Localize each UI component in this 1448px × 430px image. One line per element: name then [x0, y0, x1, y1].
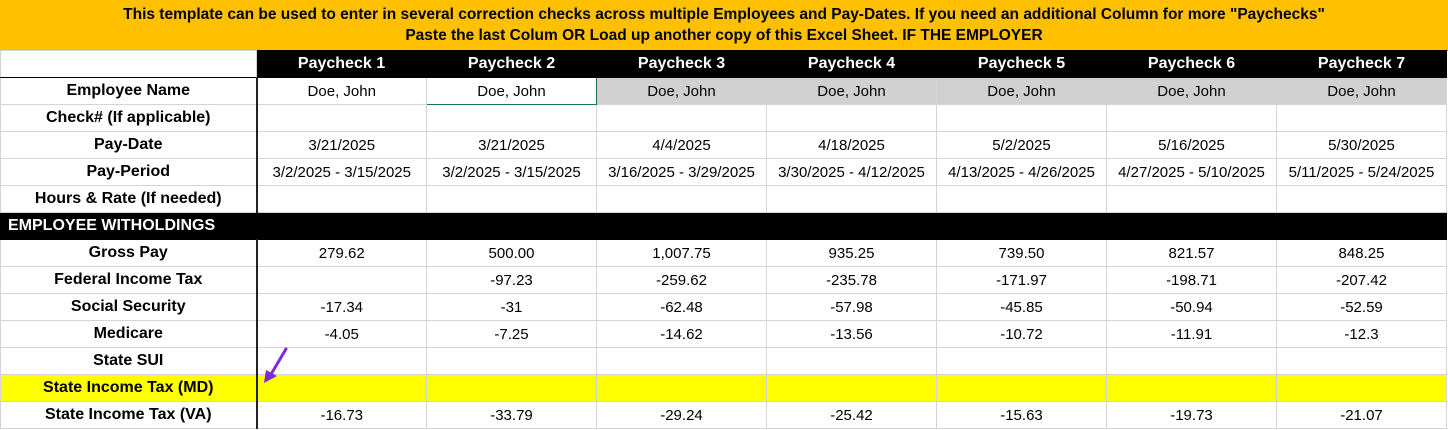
section-filler-cell[interactable]: [257, 213, 427, 240]
cell-medicare-paycheck-1[interactable]: -4.05: [257, 321, 427, 348]
cell-state-sui-paycheck-4[interactable]: [767, 348, 937, 375]
cell-federal-income-tax-paycheck-7[interactable]: -207.42: [1277, 267, 1447, 294]
row-federal-income-tax: [1, 267, 1447, 294]
row-label-medicare[interactable]: Medicare: [1, 321, 257, 348]
cell-gross-pay-paycheck-6[interactable]: 821.57: [1107, 240, 1277, 267]
cell-check-if-applicable-paycheck-5[interactable]: [937, 105, 1107, 132]
row-label-federal-income-tax[interactable]: Federal Income Tax: [1, 267, 257, 294]
cell-state-income-tax-md-paycheck-1[interactable]: [257, 375, 427, 402]
cell-state-income-tax-va-paycheck-3[interactable]: -29.24: [597, 402, 767, 429]
cell-hours-rate-if-needed-paycheck-6[interactable]: [1107, 186, 1277, 213]
cell-state-income-tax-va-paycheck-7[interactable]: -21.07: [1277, 402, 1447, 429]
cell-pay-date-paycheck-6[interactable]: 5/16/2025: [1107, 132, 1277, 159]
cell-medicare-paycheck-4[interactable]: -13.56: [767, 321, 937, 348]
cell-state-income-tax-va-paycheck-5[interactable]: -15.63: [937, 402, 1107, 429]
row-label-social-security[interactable]: Social Security: [1, 294, 257, 321]
cell-social-security-paycheck-3[interactable]: -62.48: [597, 294, 767, 321]
cell-state-income-tax-md-paycheck-2[interactable]: [427, 375, 597, 402]
cell-pay-date-paycheck-3[interactable]: 4/4/2025: [597, 132, 767, 159]
cell-pay-date-paycheck-4[interactable]: 4/18/2025: [767, 132, 937, 159]
cell-pay-period-paycheck-4[interactable]: 3/30/2025 - 4/12/2025: [767, 159, 937, 186]
row-label-state-sui[interactable]: State SUI: [1, 348, 257, 375]
cell-pay-date-paycheck-2[interactable]: 3/21/2025: [427, 132, 597, 159]
cell-state-income-tax-va-paycheck-2[interactable]: -33.79: [427, 402, 597, 429]
cell-state-income-tax-md-paycheck-7[interactable]: [1277, 375, 1447, 402]
column-header-paycheck-3[interactable]: Paycheck 3: [597, 51, 767, 78]
cell-federal-income-tax-paycheck-5[interactable]: -171.97: [937, 267, 1107, 294]
cell-federal-income-tax-paycheck-1[interactable]: [257, 267, 427, 294]
cell-social-security-paycheck-6[interactable]: -50.94: [1107, 294, 1277, 321]
cell-hours-rate-if-needed-paycheck-1[interactable]: [257, 186, 427, 213]
cell-employee-name-paycheck-6[interactable]: Doe, John: [1107, 78, 1277, 105]
cell-state-income-tax-va-paycheck-4[interactable]: -25.42: [767, 402, 937, 429]
header-row: [1, 51, 1447, 78]
cell-pay-period-paycheck-5[interactable]: 4/13/2025 - 4/26/2025: [937, 159, 1107, 186]
cell-hours-rate-if-needed-paycheck-2[interactable]: [427, 186, 597, 213]
cell-state-sui-paycheck-2[interactable]: [427, 348, 597, 375]
cell-pay-period-paycheck-3[interactable]: 3/16/2025 - 3/29/2025: [597, 159, 767, 186]
cell-state-sui-paycheck-5[interactable]: [937, 348, 1107, 375]
cell-pay-period-paycheck-6[interactable]: 4/27/2025 - 5/10/2025: [1107, 159, 1277, 186]
cell-social-security-paycheck-4[interactable]: -57.98: [767, 294, 937, 321]
cell-check-if-applicable-paycheck-1[interactable]: [257, 105, 427, 132]
cell-employee-name-paycheck-3[interactable]: Doe, John: [597, 78, 767, 105]
column-header-paycheck-7[interactable]: Paycheck 7: [1277, 51, 1447, 78]
cell-state-sui-paycheck-6[interactable]: [1107, 348, 1277, 375]
cell-gross-pay-paycheck-4[interactable]: 935.25: [767, 240, 937, 267]
cell-employee-name-paycheck-2[interactable]: Doe, John: [427, 78, 597, 105]
section-title[interactable]: EMPLOYEE WITHOLDINGS: [1, 213, 257, 240]
cell-gross-pay-paycheck-7[interactable]: 848.25: [1277, 240, 1447, 267]
cell-social-security-paycheck-7[interactable]: -52.59: [1277, 294, 1447, 321]
cell-hours-rate-if-needed-paycheck-7[interactable]: [1277, 186, 1447, 213]
row-employee-name: [1, 78, 1447, 105]
row-label-employee-name[interactable]: Employee Name: [1, 78, 257, 105]
header-corner-cell[interactable]: [1, 51, 257, 78]
row-label-pay-date[interactable]: Pay-Date: [1, 132, 257, 159]
row-state-sui: [1, 348, 1447, 375]
row-label-state-income-tax-md[interactable]: State Income Tax (MD): [1, 375, 257, 402]
cell-gross-pay-paycheck-5[interactable]: 739.50: [937, 240, 1107, 267]
cell-medicare-paycheck-3[interactable]: -14.62: [597, 321, 767, 348]
cell-federal-income-tax-paycheck-3[interactable]: -259.62: [597, 267, 767, 294]
row-label-state-income-tax-va[interactable]: State Income Tax (VA): [1, 402, 257, 429]
cell-check-if-applicable-paycheck-4[interactable]: [767, 105, 937, 132]
cell-employee-name-paycheck-5[interactable]: Doe, John: [937, 78, 1107, 105]
cell-state-income-tax-md-paycheck-5[interactable]: [937, 375, 1107, 402]
column-header-paycheck-6[interactable]: Paycheck 6: [1107, 51, 1277, 78]
cell-medicare-paycheck-6[interactable]: -11.91: [1107, 321, 1277, 348]
row-medicare: [1, 321, 1447, 348]
cell-hours-rate-if-needed-paycheck-3[interactable]: [597, 186, 767, 213]
cell-pay-period-paycheck-7[interactable]: 5/11/2025 - 5/24/2025: [1277, 159, 1447, 186]
row-hours-rate-if-needed: [1, 186, 1447, 213]
row-state-income-tax-md: [1, 375, 1447, 402]
cell-social-security-paycheck-1[interactable]: -17.34: [257, 294, 427, 321]
banner-line-1: This template can be used to enter in several correction checks across multiple Employees and Pay-Dates. If you need an additional Column for more "Paychecks": [123, 6, 1325, 23]
cell-state-income-tax-md-paycheck-3[interactable]: [597, 375, 767, 402]
column-header-paycheck-4[interactable]: Paycheck 4: [767, 51, 937, 78]
cell-social-security-paycheck-2[interactable]: -31: [427, 294, 597, 321]
cell-check-if-applicable-paycheck-2[interactable]: [427, 105, 597, 132]
section-filler-cell[interactable]: [767, 213, 937, 240]
cell-state-sui-paycheck-3[interactable]: [597, 348, 767, 375]
cell-state-income-tax-md-paycheck-4[interactable]: [767, 375, 937, 402]
row-gross-pay: [1, 240, 1447, 267]
cell-hours-rate-if-needed-paycheck-5[interactable]: [937, 186, 1107, 213]
cell-state-income-tax-va-paycheck-1[interactable]: -16.73: [257, 402, 427, 429]
banner-line-2: Paste the last Colum OR Load up another copy of this Excel Sheet. IF THE EMPLOYER: [405, 27, 1043, 44]
cell-federal-income-tax-paycheck-6[interactable]: -198.71: [1107, 267, 1277, 294]
cell-check-if-applicable-paycheck-6[interactable]: [1107, 105, 1277, 132]
cell-hours-rate-if-needed-paycheck-4[interactable]: [767, 186, 937, 213]
section-header-row: [1, 213, 1447, 240]
cell-pay-date-paycheck-1[interactable]: 3/21/2025: [257, 132, 427, 159]
cell-social-security-paycheck-5[interactable]: -45.85: [937, 294, 1107, 321]
cell-medicare-paycheck-2[interactable]: -7.25: [427, 321, 597, 348]
column-header-paycheck-2[interactable]: Paycheck 2: [427, 51, 597, 78]
row-pay-date: [1, 132, 1447, 159]
cell-medicare-paycheck-7[interactable]: -12.3: [1277, 321, 1447, 348]
column-header-paycheck-1[interactable]: Paycheck 1: [257, 51, 427, 78]
section-filler-cell[interactable]: [427, 213, 597, 240]
section-filler-cell[interactable]: [937, 213, 1107, 240]
cell-federal-income-tax-paycheck-2[interactable]: -97.23: [427, 267, 597, 294]
cell-gross-pay-paycheck-3[interactable]: 1,007.75: [597, 240, 767, 267]
column-header-paycheck-5[interactable]: Paycheck 5: [937, 51, 1107, 78]
cell-pay-date-paycheck-5[interactable]: 5/2/2025: [937, 132, 1107, 159]
cell-state-income-tax-va-paycheck-6[interactable]: -19.73: [1107, 402, 1277, 429]
row-label-pay-period[interactable]: Pay-Period: [1, 159, 257, 186]
cell-federal-income-tax-paycheck-4[interactable]: -235.78: [767, 267, 937, 294]
section-filler-cell[interactable]: [1277, 213, 1447, 240]
cell-employee-name-paycheck-7[interactable]: Doe, John: [1277, 78, 1447, 105]
cell-pay-period-paycheck-2[interactable]: 3/2/2025 - 3/15/2025: [427, 159, 597, 186]
instruction-banner: [0, 0, 1448, 51]
section-filler-cell[interactable]: [1107, 213, 1277, 240]
row-state-income-tax-va: [1, 402, 1447, 429]
cell-gross-pay-paycheck-1[interactable]: 279.62: [257, 240, 427, 267]
cell-state-income-tax-md-paycheck-6[interactable]: [1107, 375, 1277, 402]
row-pay-period: [1, 159, 1447, 186]
row-label-gross-pay[interactable]: Gross Pay: [1, 240, 257, 267]
row-label-hours-rate-if-needed[interactable]: Hours & Rate (If needed): [1, 186, 257, 213]
row-check-if-applicable: [1, 105, 1447, 132]
row-social-security: [1, 294, 1447, 321]
cell-check-if-applicable-paycheck-3[interactable]: [597, 105, 767, 132]
cell-gross-pay-paycheck-2[interactable]: 500.00: [427, 240, 597, 267]
row-label-check-if-applicable[interactable]: Check# (If applicable): [1, 105, 257, 132]
section-filler-cell[interactable]: [597, 213, 767, 240]
cell-check-if-applicable-paycheck-7[interactable]: [1277, 105, 1447, 132]
cell-employee-name-paycheck-1[interactable]: Doe, John: [257, 78, 427, 105]
cell-pay-period-paycheck-1[interactable]: 3/2/2025 - 3/15/2025: [257, 159, 427, 186]
cell-state-sui-paycheck-1[interactable]: [257, 348, 427, 375]
cell-state-sui-paycheck-7[interactable]: [1277, 348, 1447, 375]
cell-medicare-paycheck-5[interactable]: -10.72: [937, 321, 1107, 348]
cell-employee-name-paycheck-4[interactable]: Doe, John: [767, 78, 937, 105]
paycheck-grid: [0, 50, 1447, 429]
cell-pay-date-paycheck-7[interactable]: 5/30/2025: [1277, 132, 1447, 159]
